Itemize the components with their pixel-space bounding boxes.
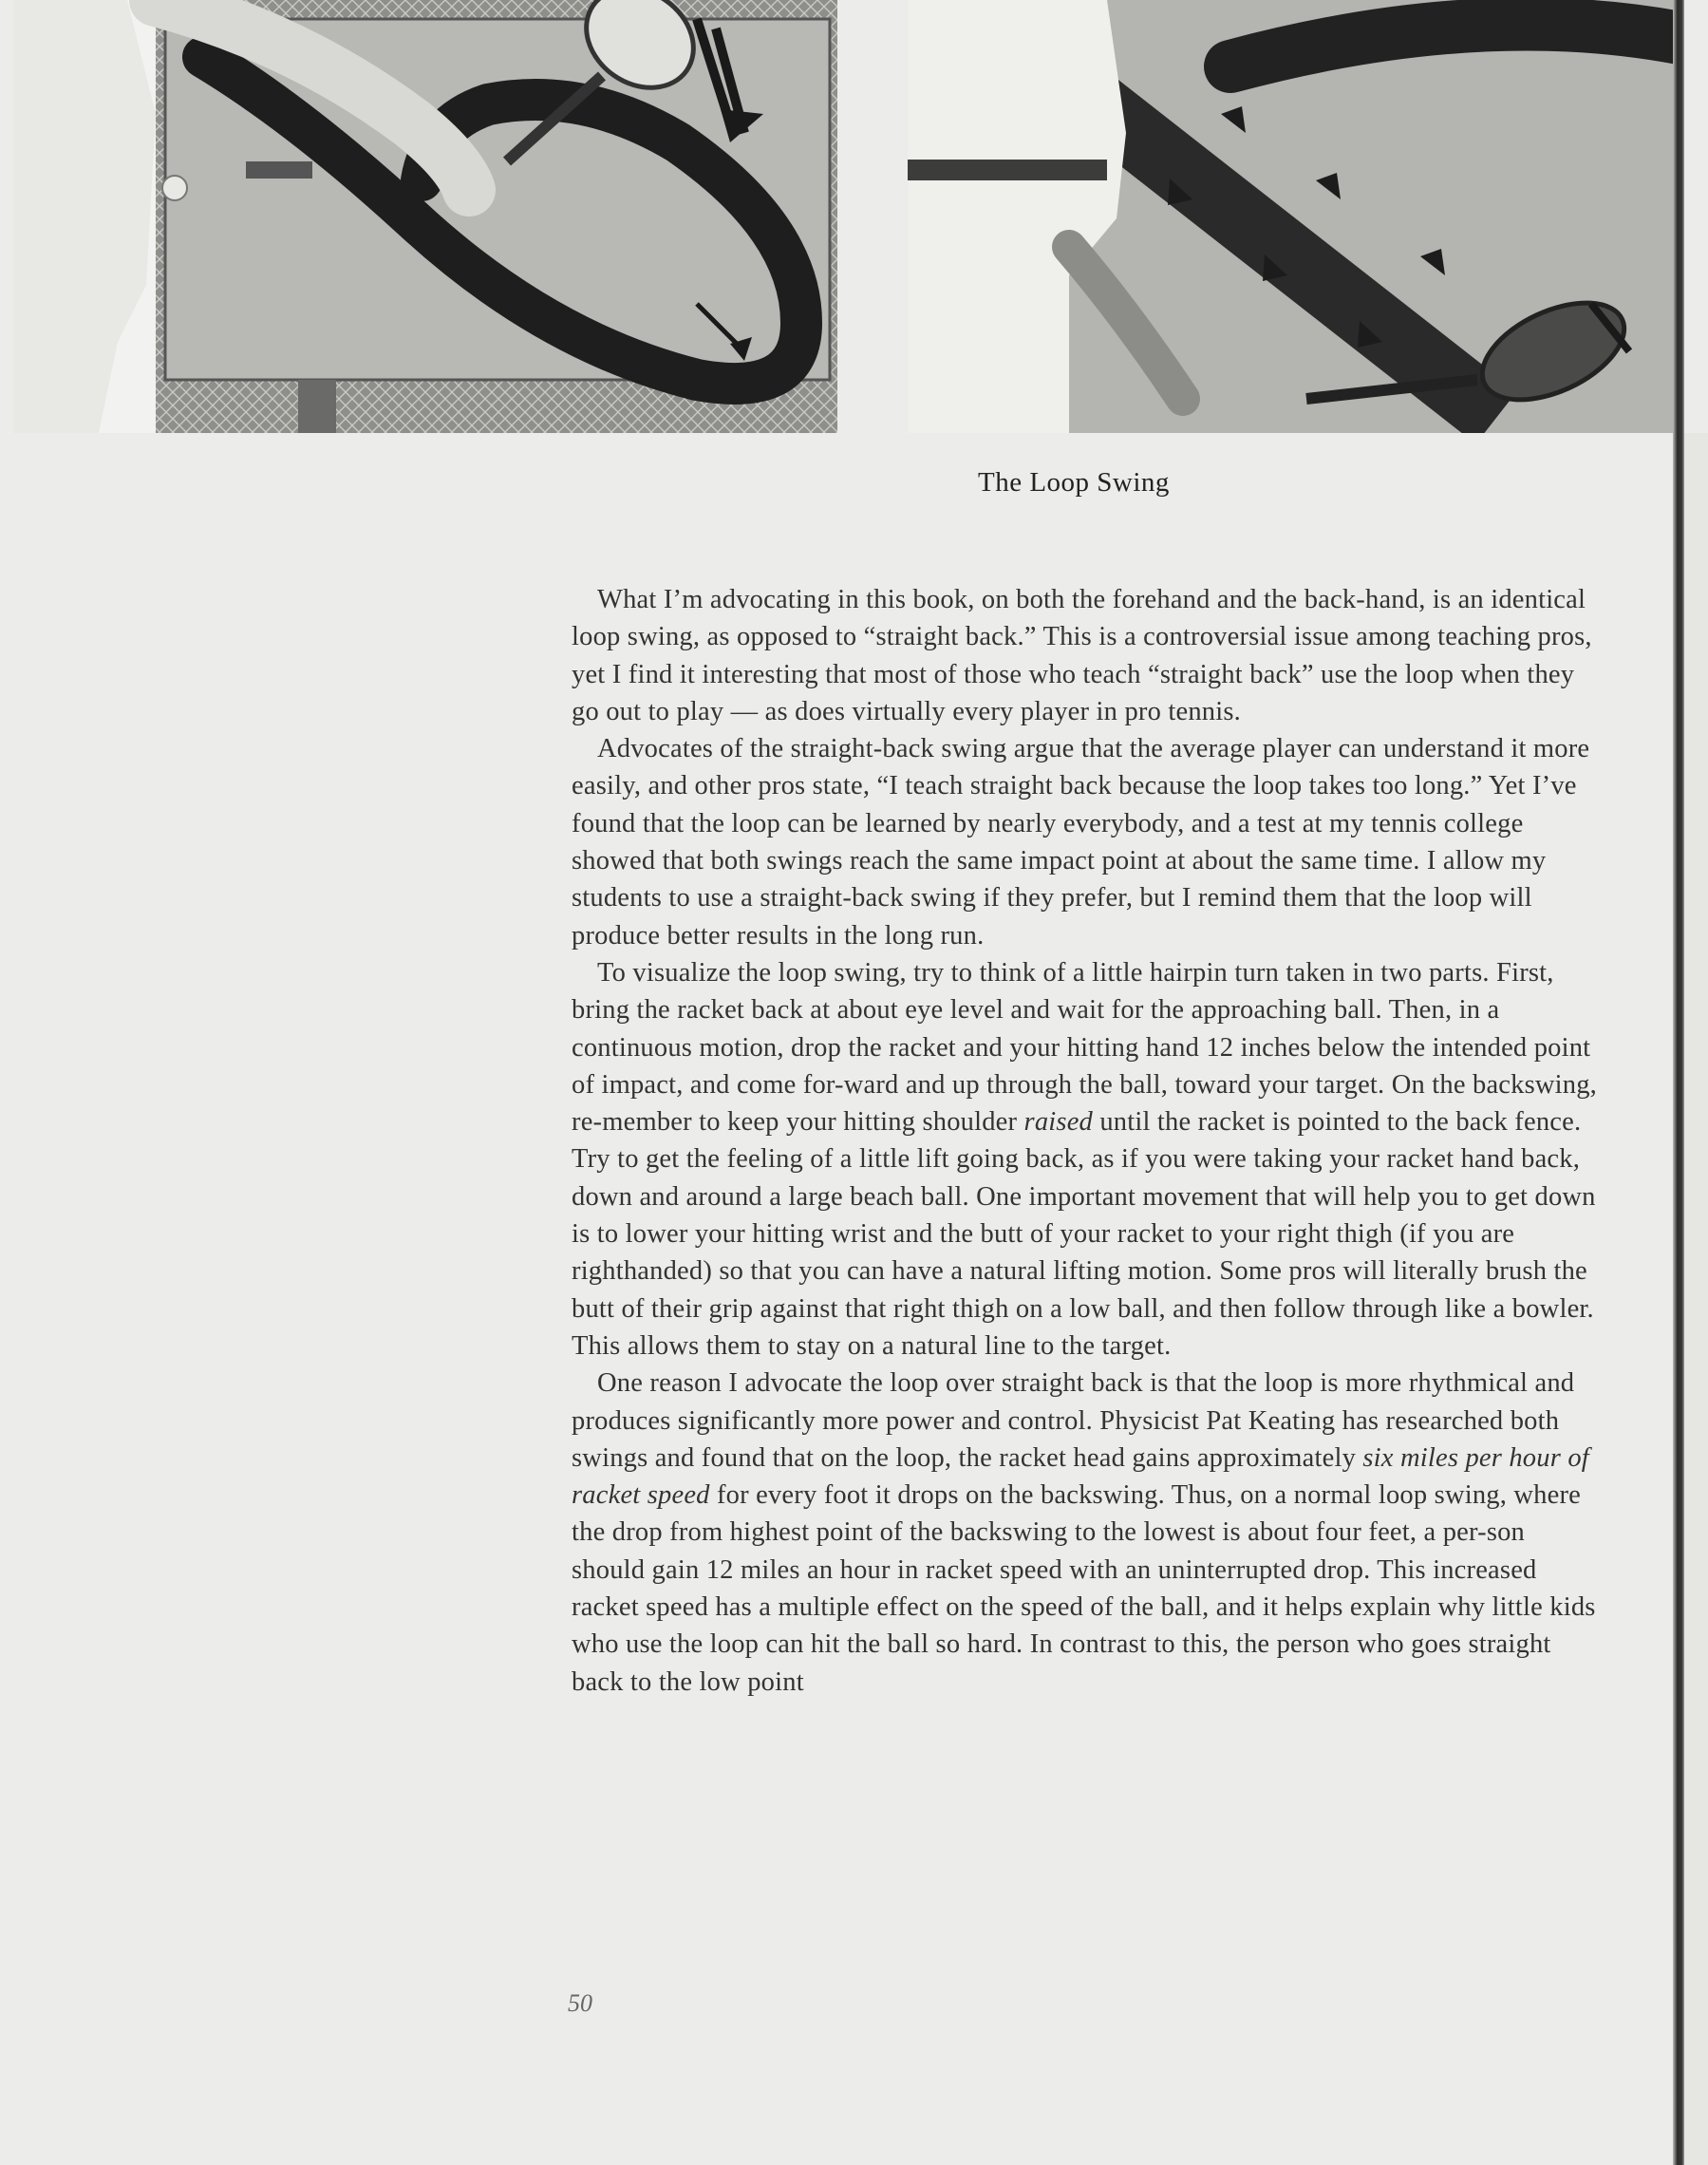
paragraph-4: [572, 1365, 1599, 1701]
paragraph-3-emphasis: raised: [1023, 1107, 1093, 1138]
paragraph-1-text: What I’m advocating in this book, on both the forehand and the back-hand, is an identical loop swing, as opposed to “straight back.” This is a controversial issue among teaching pros, yet I find it interesting that most of those who teach “straight back” use the loop when they go out to play — as does virtually every player in pro tennis.: [572, 585, 1592, 726]
paragraph-4-text-b: for every foot it drops on the backswing. Thus, on a normal loop swing, where the drop from highest point of the backswing to the lowest is about four feet, a per-son should gain 12 miles an hour in racket speed with an uninterrupted drop. This increased racket speed has a multiple effect on the speed of the ball, and it helps explain why little kids who use the loop can hit the ball so hard. In contrast to this, the person who goes straight back to the low point: [572, 1480, 1596, 1697]
photo-caption: The Loop Swing: [978, 467, 1170, 498]
photo-loop-board-left: [13, 0, 837, 433]
paragraph-4-emphasis: six miles per hour of racket speed: [572, 1442, 1589, 1511]
paragraph-3: [572, 954, 1599, 1365]
paragraph-3-text-b: until the racket is pointed to the back fence. Try to get the feeling of a little lift going back, as if you were taking your racket hand back, down and around a large beach ball. One important movement that will help you to get down is to lower your hitting wrist and the butt of your racket to your right thigh (if you are righthanded) so that you can have a natural lifting motion. Some pros will literally brush the butt of their grip against that right thigh on a low ball, and then follow through like a bowler. This allows them to stay on a natural line to the target.: [572, 1107, 1596, 1361]
page-edge-margin: [1684, 433, 1708, 2165]
photo-loop-board-right: [908, 0, 1680, 433]
paragraph-4-text-a: One reason I advocate the loop over straight back is that the loop is more rhythmical and produces significantly more power and control. Physicist Pat Keating has researched both swings and found that on the loop, the racket head gains approximately: [572, 1368, 1575, 1473]
paragraph-3-text-a: To visualize the loop swing, try to think of a little hairpin turn taken in two parts. First, bring the racket back at about eye level and wait for the approaching ball. Then, in a continuous motion, drop the racket and your hitting hand 12 inches below the intended point of impact, and come for-ward and up through the ball, toward your target. On the backswing, re-member to keep your hitting shoulder: [572, 957, 1598, 1138]
paragraph-1: [572, 581, 1599, 730]
paragraph-2: [572, 730, 1599, 954]
paragraph-2-text: Advocates of the straight-back swing argue that the average player can understand it more easily, and other pros state, “I teach straight back because the loop takes too long.” Yet I’ve found that the loop can be learned by nearly everybody, and a test at my tennis college showed that both swings reach the same impact point at about the same time. I allow my students to use a straight-back swing if they prefer, but I remind them that the loop will produce better results in the long run.: [572, 734, 1590, 951]
photo-right-illustration: [908, 0, 1680, 433]
page-number: 50: [568, 1989, 592, 2017]
body-text: [572, 581, 1599, 1701]
page-binding-edge: [1673, 0, 1684, 2165]
photo-left-illustration: [13, 0, 837, 433]
